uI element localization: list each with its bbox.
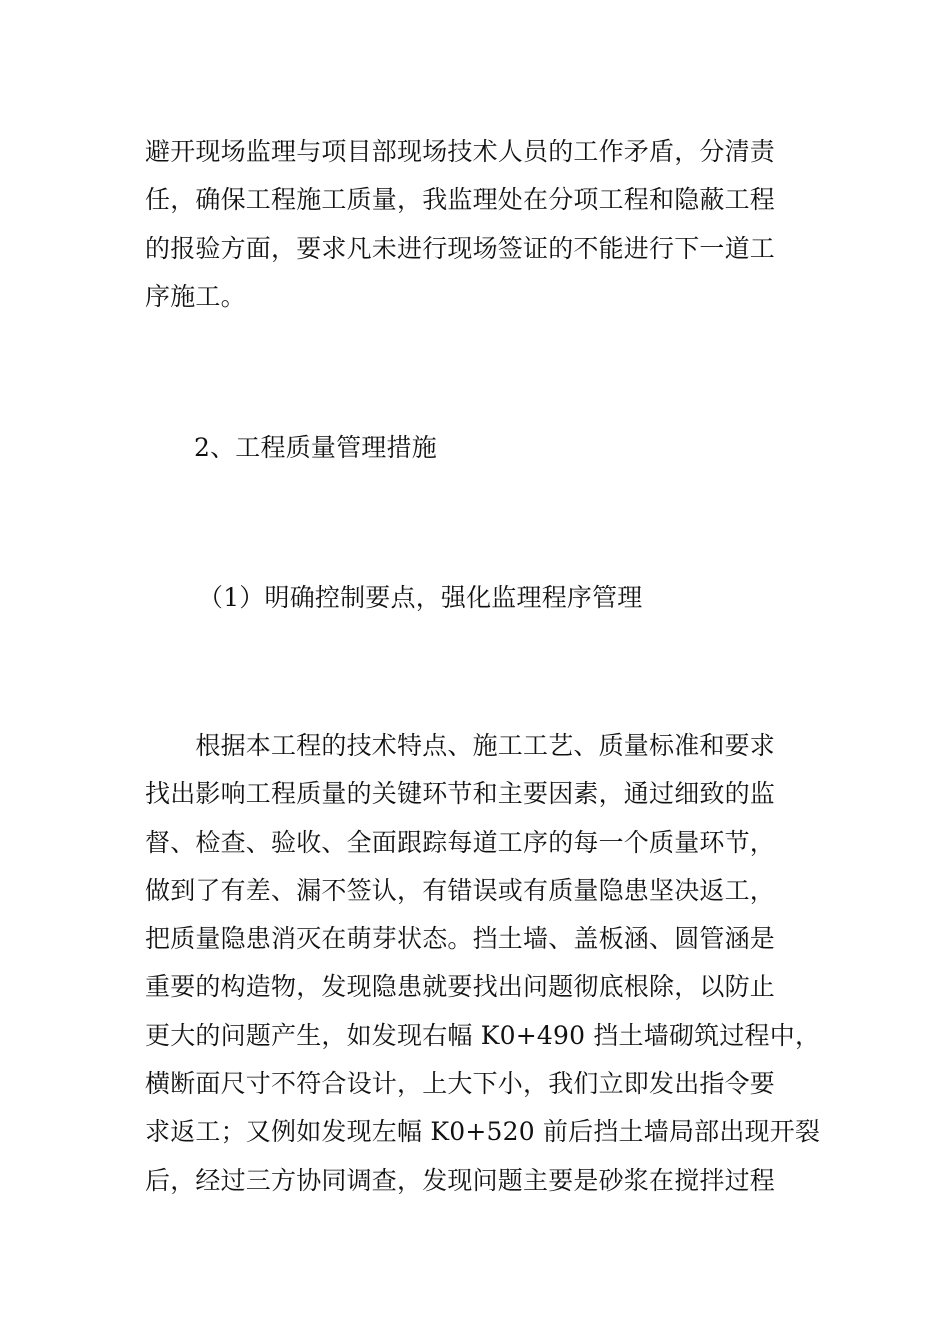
text-line: 重要的构造物，发现隐患就要找出问题彻底根除，以防止 (145, 972, 776, 1002)
text-line: 做到了有差、漏不签认，有错误或有质量隐患坚决返工， (145, 875, 776, 905)
text-line: 的报验方面，要求凡未进行现场签证的不能进行下一道工 (145, 233, 776, 263)
text-line: 后，经过三方协同调查，发现问题主要是砂浆在搅拌过程 (145, 1165, 776, 1195)
text-line: 求返工；又例如发现左幅 K0+520 前后挡土墙局部出现开裂 (145, 1117, 821, 1147)
paragraph-continuation (145, 128, 810, 321)
text-line: 根据本工程的技术特点、施工工艺、质量标准和要求 (145, 731, 776, 760)
text-line: 更大的问题产生，如发现右幅 K0+490 挡土墙砌筑过程中， (145, 1020, 821, 1050)
text-line: 横断面尺寸不符合设计，上大下小，我们立即发出指令要 (145, 1069, 776, 1099)
text-line: 序施工。 (145, 281, 246, 311)
text-line: 把质量隐患消灭在萌芽状态。挡土墙、盖板涵、圆管涵是 (145, 924, 776, 954)
heading-text: 2、工程质量管理措施 (194, 433, 437, 462)
body-paragraph (145, 722, 821, 1205)
text-line: 督、检查、验收、全面跟踪每道工序的每一个质量环节， (145, 827, 776, 857)
text-line: 找出影响工程质量的关键环节和主要因素，通过细致的监 (145, 779, 776, 809)
subheading-text: （1）明确控制要点，强化监理程序管理 (198, 583, 643, 612)
text-line: 任，确保工程施工质量，我监理处在分项工程和隐蔽工程 (145, 185, 776, 215)
subsection-heading (198, 574, 863, 622)
section-heading (194, 424, 859, 472)
text-line: 避开现场监理与项目部现场技术人员的工作矛盾，分清责 (145, 137, 776, 166)
